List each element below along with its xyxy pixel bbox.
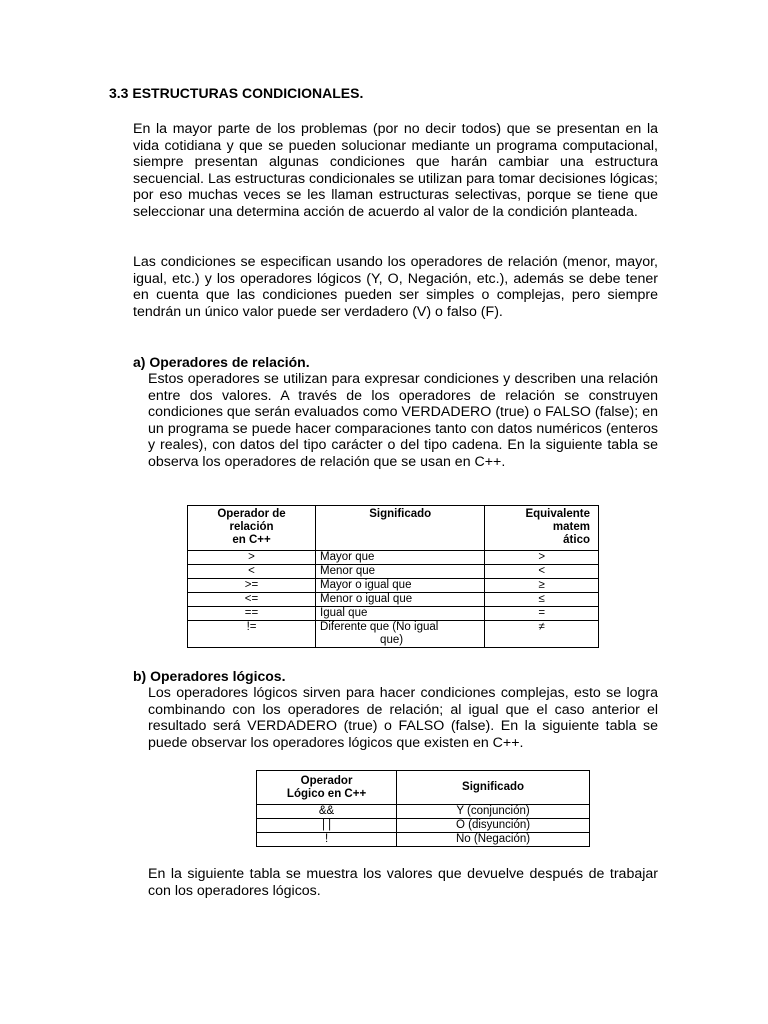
table-row: [188, 593, 599, 607]
math-cell: ≥: [485, 579, 599, 593]
operator-cell: | |: [257, 819, 397, 833]
table-row: [188, 565, 599, 579]
section-heading: 3.3 ESTRUCTURAS CONDICIONALES.: [109, 85, 364, 101]
final-paragraph: En la siguiente tabla se muestra los valores que devuelve después de trabajar con los operadores lógicos.: [148, 866, 658, 899]
meaning-cell: Menor que: [316, 565, 485, 579]
meaning-cell: Menor o igual que: [316, 593, 485, 607]
meaning-cell: Igual que: [316, 607, 485, 621]
table-row: [257, 819, 590, 833]
math-cell: =: [485, 607, 599, 621]
header-meaning: Significado: [397, 771, 590, 805]
operator-cell: !: [257, 833, 397, 847]
intro-paragraph: En la mayor parte de los problemas (por no decir todos) que se presentan en la vida cotidiana y que se pueden solucionar mediante un programa computacional, siempre presentan algunas condiciones que harán cambiar una estructura secuencial. Las estructuras condicionales se utilizan para tomar decisiones lógicas; por eso muchas veces se les llaman estructuras selectivas, porque se tiene que seleccionar una determina acción de acuerdo al valor de la condición planteada.: [133, 121, 658, 220]
subsection-b-title: b) Operadores lógicos.: [133, 668, 286, 684]
table-row: [257, 833, 590, 847]
math-cell: <: [485, 565, 599, 579]
meaning-cell: Mayor o igual que: [316, 579, 485, 593]
math-cell: ≤: [485, 593, 599, 607]
operator-cell: >: [188, 551, 316, 565]
logical-operators-table: [256, 770, 590, 847]
meaning-cell: No (Negación): [397, 833, 590, 847]
meaning-cell: O (disyunción): [397, 819, 590, 833]
table-row: [257, 805, 590, 819]
subsection-b-text: Los operadores lógicos sirven para hacer condiciones complejas, esto se logra combinando con los operadores de relación; al igual que el caso anterior el resultado será VERDADERO (true) o FALSO (false). En la siguiente tabla se puede observar los operadores lógicos que existen en C++.: [148, 685, 658, 751]
conditions-paragraph: Las condiciones se especifican usando los operadores de relación (menor, mayor, igual, etc.) y los operadores lógicos (Y, O, Negación, etc.), además se debe tener en cuenta que las condiciones pueden ser simples o complejas, pero siempre tendrán un único valor puede ser verdadero (V) o falso (F).: [133, 254, 658, 320]
relational-operators-table: [187, 505, 599, 648]
table-row: [188, 607, 599, 621]
math-cell: ≠: [485, 621, 599, 648]
header-operator: Operador Lógico en C++: [257, 771, 397, 805]
subsection-a-text: Estos operadores se utilizan para expresar condiciones y describen una relación entre dos valores. A través de los operadores de relación se construyen condiciones que serán evaluados como VERDADERO (true) o FALSO (false); en un programa se puede hacer comparaciones tanto con datos numéricos (enteros y reales), con datos del tipo carácter o del tipo cadena. En la siguiente tabla se observa los operadores de relación que se usan en C++.: [148, 371, 658, 470]
table-row: [188, 621, 599, 648]
operator-cell: <: [188, 565, 316, 579]
meaning-cell: Diferente que (No igual que): [316, 621, 485, 648]
table-header-row: [188, 506, 599, 551]
meaning-cell: Mayor que: [316, 551, 485, 565]
table-row: [188, 579, 599, 593]
operator-cell: &&: [257, 805, 397, 819]
operator-cell: <=: [188, 593, 316, 607]
header-math: Equivalente matem ático: [485, 506, 599, 551]
table-row: [188, 551, 599, 565]
table-header-row: [257, 771, 590, 805]
header-meaning: Significado: [316, 506, 485, 551]
subsection-a-title: a) Operadores de relación.: [133, 354, 310, 370]
meaning-cell: Y (conjunción): [397, 805, 590, 819]
operator-cell: >=: [188, 579, 316, 593]
operator-cell: ==: [188, 607, 316, 621]
operator-cell: !=: [188, 621, 316, 648]
header-operator: Operador de relación en C++: [188, 506, 316, 551]
math-cell: >: [485, 551, 599, 565]
